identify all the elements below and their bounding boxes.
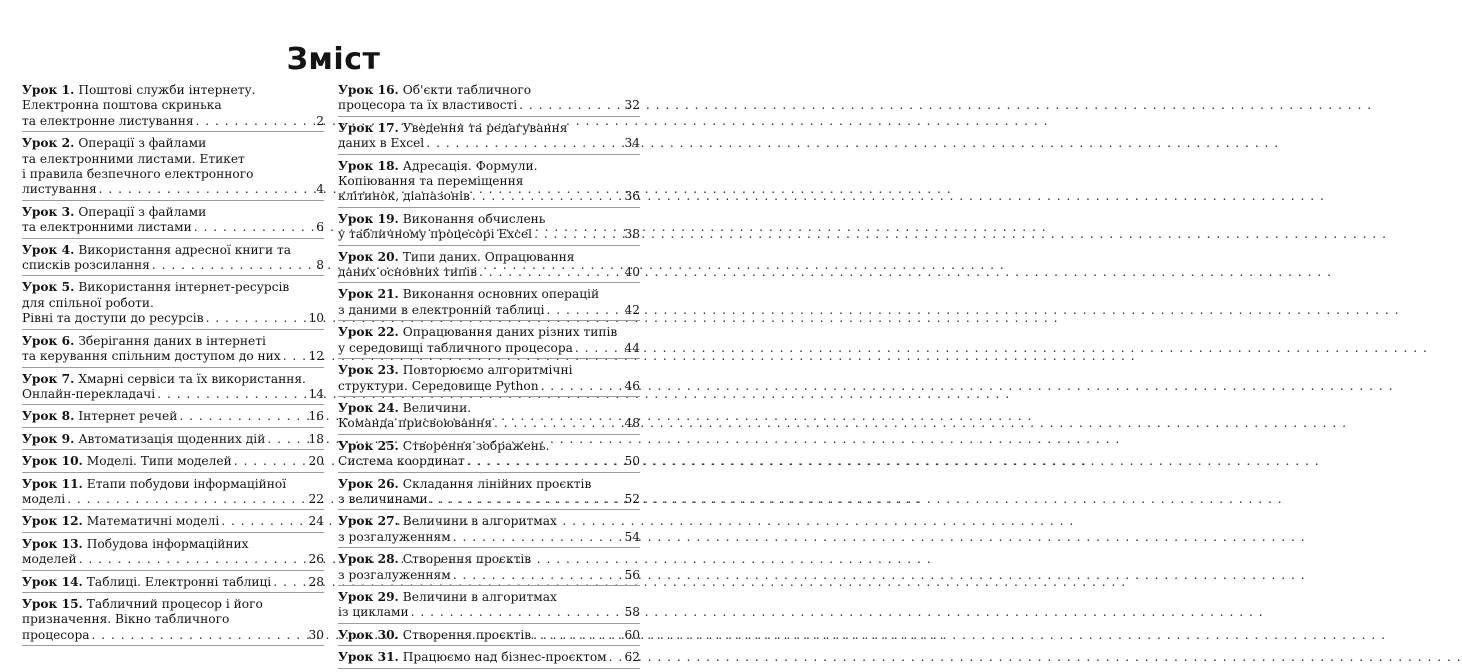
toc-entry-line bbox=[22, 432, 324, 447]
lesson-title-text: Етапи побудови інформаційної bbox=[86, 476, 287, 491]
page-number: 10 bbox=[308, 311, 324, 326]
toc-entry bbox=[22, 574, 324, 593]
toc-entry bbox=[338, 627, 640, 646]
page-number: 14 bbox=[308, 386, 324, 401]
lesson-title-text: Опрацювання даних різних типів bbox=[402, 325, 618, 340]
toc-entry-line bbox=[338, 265, 640, 280]
lesson-title-text: Величини в алгоритмах bbox=[402, 589, 557, 604]
toc-entry-line bbox=[22, 334, 324, 349]
toc-entry-line bbox=[22, 612, 324, 627]
lesson-title-text: списків розсилання bbox=[22, 258, 150, 273]
page-number: 48 bbox=[624, 416, 640, 431]
toc-entry-line bbox=[22, 372, 324, 387]
lesson-title-text: Інтернет речей bbox=[78, 409, 178, 424]
toc-entry-line bbox=[338, 98, 640, 113]
lesson-title-text: Працюємо над бізнес-проєктом bbox=[402, 650, 607, 665]
toc-entry bbox=[338, 324, 640, 359]
toc-entry bbox=[338, 120, 640, 155]
toc-entry bbox=[338, 438, 640, 473]
lesson-title-text: та керування спільним доступом до них bbox=[22, 349, 281, 364]
page-number: 30 bbox=[308, 627, 324, 642]
dot-leader bbox=[430, 492, 623, 507]
lesson-label: Урок 11. bbox=[22, 476, 83, 491]
toc-entry bbox=[22, 408, 324, 427]
lesson-title-text: даних в Excel bbox=[338, 136, 425, 151]
toc-column-right bbox=[338, 82, 640, 672]
page-number: 18 bbox=[308, 431, 324, 446]
page-number: 8 bbox=[316, 258, 324, 273]
toc-entry-line bbox=[22, 628, 324, 643]
lesson-title-text: Використання адресної книги та bbox=[78, 242, 292, 257]
toc-entry bbox=[338, 551, 640, 586]
toc-entry bbox=[22, 333, 324, 368]
page-number: 62 bbox=[624, 650, 640, 665]
toc-entry bbox=[22, 135, 324, 201]
dot-leader bbox=[67, 492, 306, 507]
lesson-title-text: Зберігання даних в інтернеті bbox=[78, 333, 266, 348]
toc-entry-line bbox=[338, 341, 640, 356]
lesson-label: Урок 14. bbox=[22, 574, 83, 589]
toc-entry-line bbox=[338, 303, 640, 318]
toc-entry bbox=[338, 513, 640, 548]
lesson-title-text: Копіювання та переміщення bbox=[338, 174, 524, 189]
toc-entry-line bbox=[338, 477, 640, 492]
lesson-title-text: для спільної роботи. bbox=[22, 295, 154, 310]
lesson-label: Урок 18. bbox=[338, 158, 399, 173]
toc-entry-line bbox=[338, 552, 640, 567]
toc-entry bbox=[338, 286, 640, 321]
toc-entry-line bbox=[338, 363, 640, 378]
lesson-title-text: Рівні та доступи до ресурсів bbox=[22, 311, 204, 326]
page-number: 32 bbox=[624, 98, 640, 113]
dot-leader bbox=[194, 220, 315, 235]
dot-leader bbox=[609, 650, 623, 665]
toc-entry-line bbox=[338, 492, 640, 507]
lesson-label: Урок 31. bbox=[338, 650, 399, 665]
lesson-title-text: Величини. bbox=[402, 400, 472, 415]
dot-leader bbox=[426, 136, 622, 151]
toc-entry-line bbox=[338, 287, 640, 302]
toc-entry-line bbox=[22, 136, 324, 151]
page-number: 56 bbox=[624, 567, 640, 582]
toc-entry-line bbox=[22, 83, 324, 98]
lesson-title-text: та електронними листами. Етикет bbox=[22, 151, 245, 166]
dot-leader bbox=[234, 454, 307, 469]
lesson-title-text: Створення проєктів bbox=[402, 552, 532, 567]
lesson-title-text: із циклами bbox=[338, 605, 409, 620]
lesson-title-text: Моделі. Типи моделей bbox=[86, 454, 232, 469]
page-number: 22 bbox=[308, 491, 324, 506]
lesson-label: Урок 26. bbox=[338, 476, 399, 491]
toc-entry-line bbox=[338, 379, 640, 394]
page-number: 20 bbox=[308, 454, 324, 469]
lesson-label: Урок 6. bbox=[22, 333, 75, 348]
lesson-title-text: Адресація. Формули. bbox=[402, 158, 538, 173]
lesson-title-text: Виконання обчислень bbox=[402, 211, 546, 226]
lesson-title-text: Типи даних. Опрацювання bbox=[402, 249, 575, 264]
lesson-label: Урок 20. bbox=[338, 249, 399, 264]
page-number: 2 bbox=[316, 113, 324, 128]
lesson-title-text: Математичні моделі bbox=[86, 514, 220, 529]
toc-entry-line bbox=[338, 189, 640, 204]
dot-leader bbox=[79, 552, 307, 567]
toc-entry bbox=[338, 476, 640, 511]
lesson-title-text: у табличному процесорі Excel bbox=[338, 227, 533, 242]
lesson-title-text: Створення зображень. bbox=[402, 438, 550, 453]
toc-entry-line bbox=[22, 114, 324, 129]
toc-entry-line bbox=[338, 136, 640, 151]
dot-leader bbox=[179, 409, 306, 424]
toc-entry-line bbox=[22, 477, 324, 492]
toc-entry-line bbox=[22, 205, 324, 220]
lesson-title-text: структури. Середовище Python bbox=[338, 378, 539, 393]
lesson-label: Урок 29. bbox=[338, 589, 399, 604]
page-number: 6 bbox=[316, 220, 324, 235]
lesson-title-text: Об'єкти табличного bbox=[402, 83, 532, 97]
page-number: 26 bbox=[308, 552, 324, 567]
toc-entry-line bbox=[338, 416, 640, 431]
toc-entry-line bbox=[338, 530, 640, 545]
page-number: 42 bbox=[624, 302, 640, 317]
dot-leader bbox=[533, 628, 622, 643]
lesson-title-text: процесора bbox=[22, 627, 90, 642]
lesson-title-text: та електронними листами bbox=[22, 220, 192, 235]
toc-entry-line bbox=[22, 152, 324, 167]
toc-entry bbox=[338, 362, 640, 397]
toc-entry-line bbox=[338, 250, 640, 265]
dot-leader bbox=[267, 432, 306, 447]
lesson-title-text: призначення. Вікно табличного bbox=[22, 612, 230, 627]
lesson-label: Урок 2. bbox=[22, 136, 75, 151]
toc-entry-line bbox=[338, 401, 640, 416]
dot-leader bbox=[273, 575, 306, 590]
page-number: 54 bbox=[624, 529, 640, 544]
toc-entry-line bbox=[338, 454, 640, 469]
lesson-label: Урок 27. bbox=[338, 514, 399, 529]
lesson-label: Урок 7. bbox=[22, 371, 75, 386]
lesson-title-text: з даними в електронній таблиці bbox=[338, 302, 545, 317]
dot-leader bbox=[283, 349, 307, 364]
toc-entry-line bbox=[338, 325, 640, 340]
toc-entry-line bbox=[22, 514, 324, 529]
dot-leader bbox=[494, 416, 622, 431]
lesson-label: Урок 8. bbox=[22, 409, 75, 424]
dot-leader bbox=[519, 98, 622, 113]
toc-entry-line bbox=[22, 220, 324, 235]
lesson-title-text: даних основних типів bbox=[338, 265, 477, 280]
lesson-title-text: Табличний процесор і його bbox=[86, 596, 263, 611]
toc-entry-line bbox=[338, 650, 640, 665]
toc-entry bbox=[22, 536, 324, 571]
lesson-label: Урок 22. bbox=[338, 325, 399, 340]
toc-entry bbox=[22, 204, 324, 239]
lesson-title-text: Уведення та редагування bbox=[402, 120, 568, 135]
toc-entry bbox=[338, 249, 640, 284]
dot-leader bbox=[99, 182, 315, 197]
toc-entry bbox=[22, 453, 324, 472]
toc-entry-line bbox=[338, 159, 640, 174]
toc-entry bbox=[338, 400, 640, 435]
toc-entry-line bbox=[22, 280, 324, 295]
page-number: 50 bbox=[624, 454, 640, 469]
toc-entry-line bbox=[22, 167, 324, 182]
dot-leader bbox=[547, 303, 623, 318]
lesson-label: Урок 9. bbox=[22, 431, 75, 446]
toc-entry-line bbox=[22, 182, 324, 197]
lesson-title-text: Поштові служби інтернету. bbox=[78, 83, 256, 97]
dot-leader bbox=[575, 341, 623, 356]
toc-entry-line bbox=[338, 590, 640, 605]
toc-entry-line bbox=[338, 514, 640, 529]
dot-leader bbox=[157, 387, 306, 402]
lesson-title-text: Команда присвоювання bbox=[338, 416, 493, 431]
toc-entry-line bbox=[338, 227, 640, 242]
toc-entry-line bbox=[22, 409, 324, 424]
lesson-title-text: моделей bbox=[22, 552, 77, 567]
lesson-title-text: Побудова інформаційних bbox=[86, 536, 249, 551]
lesson-title-text: листування bbox=[22, 182, 97, 197]
lesson-label: Урок 30. bbox=[338, 627, 399, 642]
lesson-title-text: та електронне листування bbox=[22, 113, 194, 128]
lesson-label: Урок 23. bbox=[338, 363, 399, 378]
lesson-label: Урок 12. bbox=[22, 514, 83, 529]
page-number: 60 bbox=[624, 627, 640, 642]
lesson-title-text: Складання лінійних проєктів bbox=[402, 476, 592, 491]
lesson-title-text: Величини в алгоритмах bbox=[402, 514, 557, 529]
toc-entry bbox=[338, 82, 640, 117]
toc-entry bbox=[22, 82, 324, 132]
lesson-title-text: Електронна поштова скринька bbox=[22, 98, 222, 113]
page-number: 36 bbox=[624, 189, 640, 204]
toc-entry bbox=[338, 589, 640, 624]
lesson-title-text: з розгалуженням bbox=[338, 567, 451, 582]
lesson-label: Урок 5. bbox=[22, 280, 75, 295]
page-number: 16 bbox=[308, 409, 324, 424]
toc-entry bbox=[338, 649, 640, 668]
lesson-title-text: Операції з файлами bbox=[78, 204, 207, 219]
toc-entry-line bbox=[338, 605, 640, 620]
lesson-title-text: клітинок, діапазонів bbox=[338, 189, 470, 204]
lesson-title-text: Хмарні сервіси та їх використання. bbox=[78, 371, 306, 386]
toc-entry-line bbox=[22, 454, 324, 469]
toc-entry bbox=[22, 596, 324, 646]
dot-leader bbox=[534, 227, 622, 242]
toc-entry-line bbox=[22, 258, 324, 273]
lesson-title-text: Використання інтернет-ресурсів bbox=[78, 280, 290, 295]
toc-entry-line bbox=[338, 83, 640, 98]
lesson-title-text: процесора та їх властивості bbox=[338, 98, 518, 113]
toc-entry bbox=[22, 242, 324, 277]
toc-entry-line bbox=[338, 568, 640, 583]
lesson-title-text: з величинами bbox=[338, 491, 428, 506]
toc-entry-line bbox=[22, 296, 324, 311]
page-number: 44 bbox=[624, 340, 640, 355]
lesson-label: Урок 1. bbox=[22, 83, 75, 97]
toc-entry bbox=[22, 279, 324, 329]
dot-leader bbox=[479, 265, 622, 280]
toc-entry-line bbox=[22, 243, 324, 258]
dot-leader bbox=[196, 114, 315, 129]
lesson-label: Урок 28. bbox=[338, 552, 399, 567]
lesson-label: Урок 4. bbox=[22, 242, 75, 257]
dot-leader bbox=[453, 530, 623, 545]
lesson-label: Урок 13. bbox=[22, 536, 83, 551]
page-number: 4 bbox=[316, 182, 324, 197]
page-number: 28 bbox=[308, 574, 324, 589]
lesson-title-text: Створення проєктів bbox=[402, 627, 532, 642]
page-number: 46 bbox=[624, 378, 640, 393]
page-number: 52 bbox=[624, 491, 640, 506]
toc-entry-line bbox=[22, 537, 324, 552]
toc-entry-line bbox=[22, 575, 324, 590]
page-number: 34 bbox=[624, 136, 640, 151]
lesson-label: Урок 19. bbox=[338, 211, 399, 226]
page-number: 12 bbox=[308, 349, 324, 364]
toc-entry-line bbox=[338, 121, 640, 136]
lesson-label: Урок 24. bbox=[338, 400, 399, 415]
lesson-label: Урок 10. bbox=[22, 454, 83, 469]
lesson-label: Урок 15. bbox=[22, 596, 83, 611]
toc-entry-line bbox=[22, 492, 324, 507]
lesson-title-text: Таблиці. Електронні таблиці bbox=[86, 574, 272, 589]
toc-entry bbox=[22, 513, 324, 532]
dot-leader bbox=[472, 189, 623, 204]
page-number: 58 bbox=[624, 605, 640, 620]
lesson-title-text: Система координат bbox=[338, 454, 465, 469]
lesson-label: Урок 17. bbox=[338, 120, 399, 135]
toc-entry bbox=[22, 431, 324, 450]
lesson-title-text: Виконання основних операцій bbox=[402, 287, 600, 302]
toc-page bbox=[0, 0, 667, 665]
lesson-title-text: Операції з файлами bbox=[78, 136, 207, 151]
lesson-title-text: з розгалуженням bbox=[338, 529, 451, 544]
toc-column-left bbox=[22, 82, 324, 649]
lesson-title-text: і правила безпечного електронного bbox=[22, 167, 254, 182]
lesson-title-text: у середовищі табличного процесора bbox=[338, 340, 573, 355]
toc-entry bbox=[22, 476, 324, 511]
lesson-title-text: Автоматизація щоденних дій bbox=[78, 431, 266, 446]
dot-leader bbox=[206, 311, 307, 326]
toc-entry bbox=[338, 158, 640, 208]
dot-leader bbox=[467, 454, 623, 469]
toc-entry-line bbox=[22, 98, 324, 113]
page-number: 24 bbox=[308, 514, 324, 529]
toc-entry bbox=[338, 211, 640, 246]
lesson-label: Урок 16. bbox=[338, 83, 399, 97]
dot-leader bbox=[92, 628, 307, 643]
page-title: Зміст bbox=[286, 42, 381, 77]
dot-leader bbox=[221, 514, 306, 529]
lesson-label: Урок 3. bbox=[22, 204, 75, 219]
page-number: 38 bbox=[624, 227, 640, 242]
toc-entry-line bbox=[22, 311, 324, 326]
lesson-label: Урок 25. bbox=[338, 438, 399, 453]
lesson-title-text: Онлайн-перекладачі bbox=[22, 386, 156, 401]
toc-entry-line bbox=[338, 628, 640, 643]
toc-entry-line bbox=[338, 439, 640, 454]
dot-leader bbox=[541, 379, 623, 394]
toc-entry-line bbox=[22, 387, 324, 402]
toc-entry-line bbox=[22, 597, 324, 612]
toc-entry bbox=[22, 371, 324, 406]
toc-entry-line bbox=[338, 212, 640, 227]
lesson-label: Урок 21. bbox=[338, 287, 399, 302]
lesson-title-text: моделі bbox=[22, 491, 66, 506]
lesson-title-text: Повторюємо алгоритмічні bbox=[402, 363, 573, 378]
page-number: 40 bbox=[624, 265, 640, 280]
toc-entry-line bbox=[22, 552, 324, 567]
dot-leader bbox=[411, 605, 623, 620]
toc-entry-line bbox=[338, 174, 640, 189]
dot-leader bbox=[152, 258, 314, 273]
toc-entry-line bbox=[22, 349, 324, 364]
dot-leader bbox=[453, 568, 623, 583]
